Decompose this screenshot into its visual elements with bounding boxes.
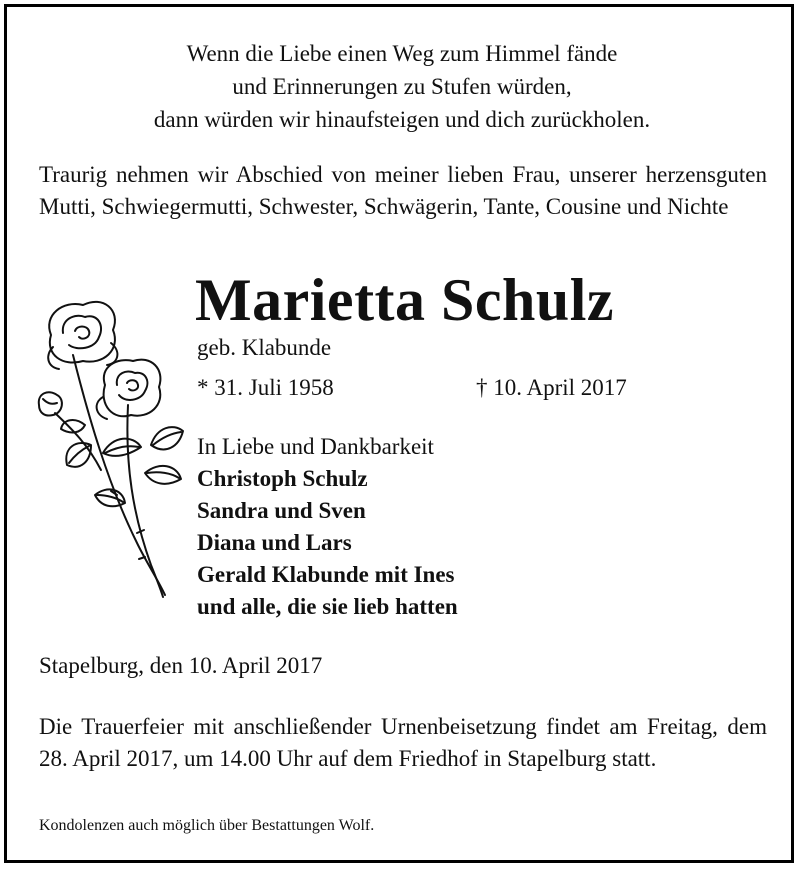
condolence-note: Kondolenzen auch möglich über Bestattungen Wolf.: [39, 817, 375, 834]
mourner-name: Diana und Lars: [197, 530, 352, 555]
rose-illustration-icon: [33, 295, 193, 605]
deceased-name: Marietta Schulz: [195, 267, 615, 333]
mourner-name: Gerald Klabunde mit Ines: [197, 562, 455, 587]
ceremony-text: Die Trauerfeier mit anschließender Urnenbeisetzung findet am Freitag, dem 28. April 2017, um 14.00 Uhr auf dem Friedhof in Stapelburg statt.: [39, 714, 767, 771]
intro-text: Traurig nehmen wir Abschied von meiner lieben Frau, unserer herzensguten Mutti, Schwiegermutti, Schwester, Schwägerin, Tante, Cousine und Nichte: [39, 162, 767, 219]
mourner-name: Sandra und Sven: [197, 498, 366, 523]
mourners-block: [197, 431, 458, 623]
birth-date: * 31. Juli 1958: [197, 375, 334, 400]
poem-line: dann würden wir hinaufsteigen und dich zurückholen.: [153, 107, 651, 132]
mourners-label: In Liebe und Dankbarkeit: [197, 434, 434, 459]
poem: [7, 37, 797, 136]
birth-name: geb. Klabunde: [197, 335, 332, 360]
obituary-notice: [4, 4, 794, 863]
poem-line: Wenn die Liebe einen Weg zum Himmel fände: [186, 41, 618, 66]
death-date: † 10. April 2017: [476, 375, 627, 400]
place-date: Stapelburg, den 10. April 2017: [39, 653, 323, 678]
mourner-name: und alle, die sie lieb hatten: [197, 594, 458, 619]
mourner-name: Christoph Schulz: [197, 466, 368, 491]
poem-line: und Erinnerungen zu Stufen würden,: [232, 74, 572, 99]
